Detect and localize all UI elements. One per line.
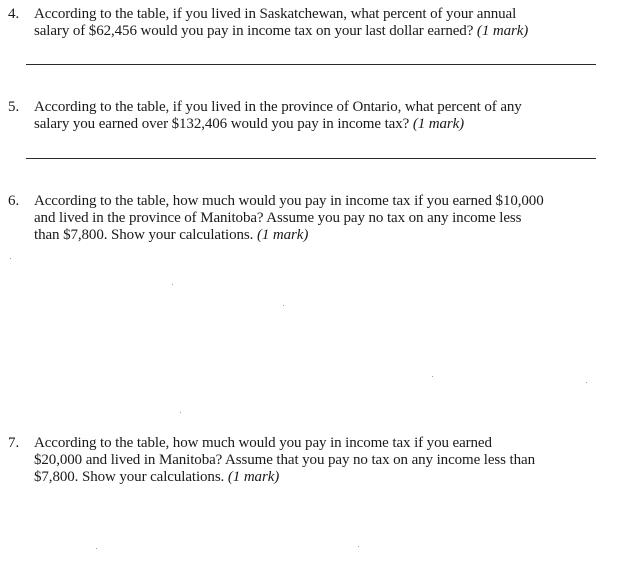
question-text [34,99,604,133]
question-line-2: $20,000 and lived in Manitoba? Assume that you pay no tax on any income less than [34,452,535,468]
question-line-1: According to the table, if you lived in the province of Ontario, what percent of any [34,99,522,115]
scan-speck [172,284,173,285]
question-text [34,6,604,40]
question-line-1: According to the table, how much would you pay in income tax if you earned $10,000 [34,193,544,209]
question-marks: (1 mark) [476,23,529,39]
scan-speck [586,382,587,383]
question-number: 6. [8,193,20,209]
question-number: 4. [8,6,20,22]
question-number: 5. [8,99,20,115]
question-marks: (1 mark) [227,469,280,485]
question-line-3: $7,800. Show your calculations. [34,469,225,485]
scan-speck [96,548,97,549]
scan-speck [10,258,11,259]
scan-speck [358,546,359,547]
scan-speck [283,305,284,306]
answer-line-4[interactable] [26,64,596,65]
question-line-3: than $7,800. Show your calculations. [34,227,254,243]
question-line-1: According to the table, if you lived in Saskatchewan, what percent of your annual [34,6,517,22]
question-line-2: salary of $62,456 would you pay in income tax on your last dollar earned? [34,23,474,39]
question-line-1: According to the table, how much would you pay in income tax if you earned [34,435,492,451]
scan-speck [180,412,181,413]
question-marks: (1 mark) [412,116,465,132]
question-text [34,435,604,486]
question-line-2: salary you earned over $132,406 would you pay in income tax? [34,116,410,132]
scan-speck [432,376,433,377]
question-number: 7. [8,435,20,451]
question-text [34,193,604,244]
answer-line-5[interactable] [26,158,596,159]
question-line-2: and lived in the province of Manitoba? Assume you pay no tax on any income less [34,210,522,226]
question-marks: (1 mark) [256,227,309,243]
